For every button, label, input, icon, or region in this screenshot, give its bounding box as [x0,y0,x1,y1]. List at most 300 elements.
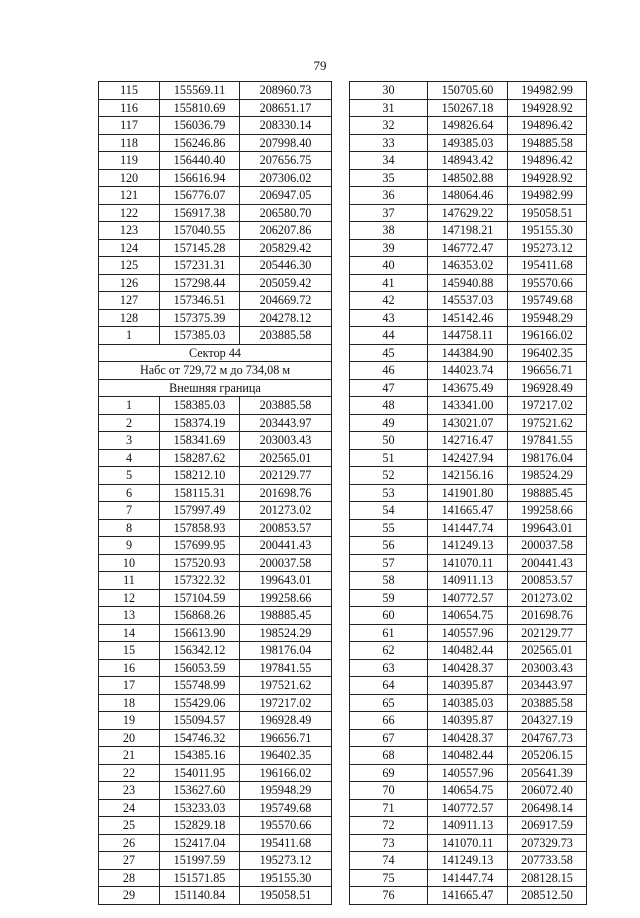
table-row [350,397,587,415]
x-coordinate: 140428.37 [428,729,508,747]
point-number: 36 [350,187,428,205]
x-coordinate: 154385.16 [160,747,240,765]
point-number: 33 [350,134,428,152]
x-coordinate: 158287.62 [160,449,240,467]
table-row [99,677,332,695]
y-coordinate: 200853.57 [508,572,587,590]
y-coordinate: 195948.29 [508,309,587,327]
y-coordinate: 207656.75 [240,152,332,170]
y-coordinate: 206917.59 [508,817,587,835]
y-coordinate: 194928.92 [508,99,587,117]
y-coordinate: 206580.70 [240,204,332,222]
y-coordinate: 203003.43 [240,432,332,450]
point-number: 76 [350,887,428,905]
x-coordinate: 157858.93 [160,519,240,537]
x-coordinate: 140428.37 [428,659,508,677]
point-number: 66 [350,712,428,730]
x-coordinate: 146353.02 [428,257,508,275]
x-coordinate: 147198.21 [428,222,508,240]
point-number: 22 [99,764,160,782]
x-coordinate: 141249.13 [428,852,508,870]
x-coordinate: 155429.06 [160,694,240,712]
table-row [99,344,332,362]
y-coordinate: 198524.29 [240,624,332,642]
y-coordinate: 196402.35 [240,747,332,765]
table-row [99,239,332,257]
x-coordinate: 157346.51 [160,292,240,310]
point-number: 63 [350,659,428,677]
table-row [99,817,332,835]
table-row [99,432,332,450]
point-number: 34 [350,152,428,170]
point-number: 51 [350,449,428,467]
x-coordinate: 157699.95 [160,537,240,555]
point-number: 14 [99,624,160,642]
y-coordinate: 194982.99 [508,187,587,205]
table-row [350,414,587,432]
x-coordinate: 140654.75 [428,782,508,800]
table-row [350,239,587,257]
point-number: 128 [99,309,160,327]
table-row [99,887,332,905]
table-row [350,537,587,555]
y-coordinate: 202129.77 [508,624,587,642]
y-coordinate: 200037.58 [240,554,332,572]
x-coordinate: 155569.11 [160,82,240,100]
x-coordinate: 155748.99 [160,677,240,695]
y-coordinate: 203443.97 [508,677,587,695]
table-row [350,607,587,625]
point-number: 1 [99,327,160,345]
x-coordinate: 140482.44 [428,642,508,660]
table-row [350,204,587,222]
y-coordinate: 203003.43 [508,659,587,677]
x-coordinate: 153233.03 [160,799,240,817]
x-coordinate: 156246.86 [160,134,240,152]
table-row [99,869,332,887]
sector-subtitle: Набс от 729,72 м до 734,08 м [99,362,332,380]
y-coordinate: 206498.14 [508,799,587,817]
y-coordinate: 196928.49 [240,712,332,730]
point-number: 116 [99,99,160,117]
table-row [350,467,587,485]
table-row [350,712,587,730]
point-number: 117 [99,117,160,135]
table-row [99,187,332,205]
y-coordinate: 194885.58 [508,134,587,152]
point-number: 42 [350,292,428,310]
x-coordinate: 156917.38 [160,204,240,222]
y-coordinate: 195948.29 [240,782,332,800]
point-number: 72 [350,817,428,835]
table-row [350,327,587,345]
table-row [350,729,587,747]
table-row [350,222,587,240]
point-number: 53 [350,484,428,502]
x-coordinate: 152829.18 [160,817,240,835]
table-row [99,834,332,852]
table-row [99,309,332,327]
table-row [350,887,587,905]
x-coordinate: 140654.75 [428,607,508,625]
y-coordinate: 195058.51 [240,887,332,905]
y-coordinate: 208651.17 [240,99,332,117]
table-row [99,799,332,817]
x-coordinate: 148502.88 [428,169,508,187]
point-number: 119 [99,152,160,170]
table-row [99,537,332,555]
y-coordinate: 196656.71 [240,729,332,747]
point-number: 26 [99,834,160,852]
x-coordinate: 150705.60 [428,82,508,100]
point-number: 122 [99,204,160,222]
y-coordinate: 197217.02 [240,694,332,712]
x-coordinate: 158115.31 [160,484,240,502]
x-coordinate: 156776.07 [160,187,240,205]
x-coordinate: 158374.19 [160,414,240,432]
x-coordinate: 157520.93 [160,554,240,572]
point-number: 127 [99,292,160,310]
table-row [99,589,332,607]
table-row [350,169,587,187]
y-coordinate: 207329.73 [508,834,587,852]
x-coordinate: 140911.13 [428,817,508,835]
y-coordinate: 196402.35 [508,344,587,362]
point-number: 120 [99,169,160,187]
y-coordinate: 208128.15 [508,869,587,887]
y-coordinate: 204278.12 [240,309,332,327]
table-row [99,747,332,765]
point-number: 118 [99,134,160,152]
x-coordinate: 157104.59 [160,589,240,607]
y-coordinate: 195749.68 [508,292,587,310]
point-number: 19 [99,712,160,730]
x-coordinate: 155094.57 [160,712,240,730]
x-coordinate: 157298.44 [160,274,240,292]
y-coordinate: 205641.39 [508,764,587,782]
table-row [350,572,587,590]
y-coordinate: 194896.42 [508,117,587,135]
point-number: 54 [350,502,428,520]
point-number: 45 [350,344,428,362]
point-number: 3 [99,432,160,450]
point-number: 121 [99,187,160,205]
x-coordinate: 157375.39 [160,309,240,327]
table-row [99,729,332,747]
table-row [350,852,587,870]
y-coordinate: 205829.42 [240,239,332,257]
y-coordinate: 199643.01 [240,572,332,590]
y-coordinate: 205059.42 [240,274,332,292]
point-number: 29 [99,887,160,905]
point-number: 59 [350,589,428,607]
table-row [350,274,587,292]
x-coordinate: 140395.87 [428,677,508,695]
y-coordinate: 206947.05 [240,187,332,205]
point-number: 25 [99,817,160,835]
point-number: 74 [350,852,428,870]
y-coordinate: 202565.01 [508,642,587,660]
x-coordinate: 153627.60 [160,782,240,800]
y-coordinate: 202129.77 [240,467,332,485]
x-coordinate: 158341.69 [160,432,240,450]
y-coordinate: 195411.68 [508,257,587,275]
table-row [350,257,587,275]
point-number: 39 [350,239,428,257]
table-row [99,379,332,397]
table-row [99,327,332,345]
point-number: 28 [99,869,160,887]
x-coordinate: 140557.96 [428,764,508,782]
y-coordinate: 195570.66 [240,817,332,835]
y-coordinate: 207998.40 [240,134,332,152]
point-number: 123 [99,222,160,240]
point-number: 13 [99,607,160,625]
y-coordinate: 195155.30 [240,869,332,887]
y-coordinate: 207306.02 [240,169,332,187]
point-number: 35 [350,169,428,187]
table-row [350,799,587,817]
x-coordinate: 140772.57 [428,799,508,817]
y-coordinate: 201273.02 [508,589,587,607]
y-coordinate: 195273.12 [240,852,332,870]
x-coordinate: 157145.28 [160,239,240,257]
point-number: 12 [99,589,160,607]
x-coordinate: 151997.59 [160,852,240,870]
table-row [350,379,587,397]
table-row [350,292,587,310]
y-coordinate: 200441.43 [240,537,332,555]
point-number: 124 [99,239,160,257]
y-coordinate: 199258.66 [240,589,332,607]
x-coordinate: 141249.13 [428,537,508,555]
point-number: 65 [350,694,428,712]
point-number: 64 [350,677,428,695]
y-coordinate: 205446.30 [240,257,332,275]
point-number: 73 [350,834,428,852]
point-number: 69 [350,764,428,782]
x-coordinate: 145537.03 [428,292,508,310]
point-number: 44 [350,327,428,345]
point-number: 16 [99,659,160,677]
point-number: 32 [350,117,428,135]
table-row [350,554,587,572]
table-row [99,292,332,310]
table-row [350,117,587,135]
x-coordinate: 157231.31 [160,257,240,275]
y-coordinate: 199643.01 [508,519,587,537]
table-row [350,519,587,537]
x-coordinate: 144023.74 [428,362,508,380]
x-coordinate: 157040.55 [160,222,240,240]
y-coordinate: 195058.51 [508,204,587,222]
y-coordinate: 198524.29 [508,467,587,485]
table-row [350,834,587,852]
table-row [99,362,332,380]
point-number: 17 [99,677,160,695]
point-number: 24 [99,799,160,817]
x-coordinate: 145940.88 [428,274,508,292]
table-row [350,869,587,887]
point-number: 75 [350,869,428,887]
x-coordinate: 141070.11 [428,554,508,572]
x-coordinate: 156440.40 [160,152,240,170]
table-row [350,764,587,782]
x-coordinate: 144384.90 [428,344,508,362]
x-coordinate: 154011.95 [160,764,240,782]
x-coordinate: 156613.90 [160,624,240,642]
x-coordinate: 141447.74 [428,869,508,887]
y-coordinate: 206072.40 [508,782,587,800]
x-coordinate: 140557.96 [428,624,508,642]
point-number: 1 [99,397,160,415]
y-coordinate: 203885.58 [240,397,332,415]
y-coordinate: 196656.71 [508,362,587,380]
y-coordinate: 200037.58 [508,537,587,555]
table-row [99,607,332,625]
table-row [99,117,332,135]
page-number: 79 [313,58,327,73]
table-row [99,624,332,642]
y-coordinate: 204669.72 [240,292,332,310]
y-coordinate: 197841.55 [240,659,332,677]
point-number: 8 [99,519,160,537]
x-coordinate: 156868.26 [160,607,240,625]
point-number: 23 [99,782,160,800]
y-coordinate: 208960.73 [240,82,332,100]
x-coordinate: 156616.94 [160,169,240,187]
y-coordinate: 201273.02 [240,502,332,520]
x-coordinate: 155810.69 [160,99,240,117]
point-number: 2 [99,414,160,432]
y-coordinate: 208330.14 [240,117,332,135]
point-number: 56 [350,537,428,555]
table-row [99,764,332,782]
point-number: 55 [350,519,428,537]
table-row [99,99,332,117]
x-coordinate: 141447.74 [428,519,508,537]
x-coordinate: 140482.44 [428,747,508,765]
y-coordinate: 198885.45 [508,484,587,502]
left-coordinates-table [98,81,332,905]
table-row [350,484,587,502]
point-number: 48 [350,397,428,415]
x-coordinate: 148064.46 [428,187,508,205]
table-row [99,554,332,572]
y-coordinate: 195155.30 [508,222,587,240]
table-row [99,169,332,187]
x-coordinate: 143675.49 [428,379,508,397]
y-coordinate: 200441.43 [508,554,587,572]
point-number: 46 [350,362,428,380]
table-row [350,677,587,695]
table-row [99,659,332,677]
table-row [99,782,332,800]
table-row [350,694,587,712]
point-number: 11 [99,572,160,590]
y-coordinate: 198885.45 [240,607,332,625]
table-row [350,449,587,467]
point-number: 67 [350,729,428,747]
x-coordinate: 145142.46 [428,309,508,327]
x-coordinate: 141901.80 [428,484,508,502]
y-coordinate: 201698.76 [240,484,332,502]
y-coordinate: 195570.66 [508,274,587,292]
x-coordinate: 156053.59 [160,659,240,677]
point-number: 7 [99,502,160,520]
point-number: 52 [350,467,428,485]
point-number: 37 [350,204,428,222]
x-coordinate: 141665.47 [428,887,508,905]
point-number: 30 [350,82,428,100]
table-row [99,852,332,870]
y-coordinate: 197841.55 [508,432,587,450]
y-coordinate: 207733.58 [508,852,587,870]
point-number: 49 [350,414,428,432]
y-coordinate: 195273.12 [508,239,587,257]
table-row [99,502,332,520]
y-coordinate: 198176.04 [240,642,332,660]
x-coordinate: 147629.22 [428,204,508,222]
x-coordinate: 152417.04 [160,834,240,852]
x-coordinate: 158385.03 [160,397,240,415]
point-number: 71 [350,799,428,817]
x-coordinate: 143021.07 [428,414,508,432]
y-coordinate: 206207.86 [240,222,332,240]
y-coordinate: 199258.66 [508,502,587,520]
point-number: 5 [99,467,160,485]
point-number: 40 [350,257,428,275]
y-coordinate: 204767.73 [508,729,587,747]
table-row [99,484,332,502]
point-number: 20 [99,729,160,747]
y-coordinate: 194896.42 [508,152,587,170]
x-coordinate: 141665.47 [428,502,508,520]
y-coordinate: 198176.04 [508,449,587,467]
table-row [99,82,332,100]
table-row [350,99,587,117]
table-row [99,467,332,485]
table-row [99,257,332,275]
point-number: 10 [99,554,160,572]
table-row [350,817,587,835]
y-coordinate: 201698.76 [508,607,587,625]
table-row [350,624,587,642]
y-coordinate: 197521.62 [508,414,587,432]
x-coordinate: 142427.94 [428,449,508,467]
table-row [99,449,332,467]
x-coordinate: 144758.11 [428,327,508,345]
x-coordinate: 151140.84 [160,887,240,905]
table-row [99,694,332,712]
y-coordinate: 197217.02 [508,397,587,415]
point-number: 115 [99,82,160,100]
table-row [99,134,332,152]
table-row [99,274,332,292]
y-coordinate: 195749.68 [240,799,332,817]
point-number: 9 [99,537,160,555]
point-number: 21 [99,747,160,765]
x-coordinate: 142156.16 [428,467,508,485]
y-coordinate: 204327.19 [508,712,587,730]
point-number: 70 [350,782,428,800]
point-number: 41 [350,274,428,292]
x-coordinate: 140772.57 [428,589,508,607]
point-number: 38 [350,222,428,240]
y-coordinate: 196928.49 [508,379,587,397]
right-coordinates-table [349,81,587,905]
table-row [350,362,587,380]
